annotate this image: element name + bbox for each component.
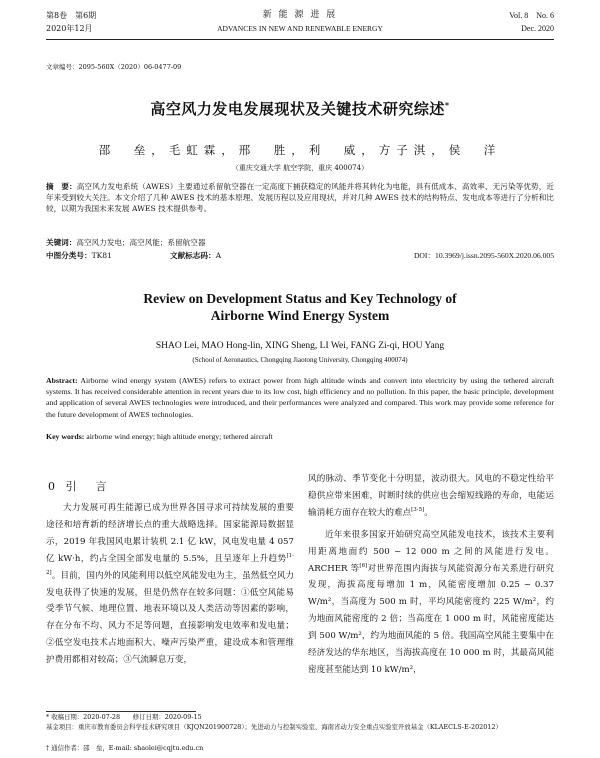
journal-volume-issue: 第8卷 第6期 xyxy=(46,11,97,20)
footnote-corresponding: † 通信作者：邵 垒，E-mail: shaolei@cqjtu.edu.cn xyxy=(46,744,204,752)
body-right-column xyxy=(308,471,554,679)
body-paragraph: 大力发展可再生能源已成为世界各国寻求可持续发展的重要途径和培育新的经济增长点的重大战略选择。国家能源局数据显示，2019 年我国风电累计装机 2.1 亿 kW，风电发电量 4 057 亿 kW·h，约占全国全部发电量的 5.5%，且呈逐年上升趋势[1-2]。目前，国内外的风能利用以低空风能发电为主，虽然低空风力发电获得了快速的发展，但是仍然存在较多问题：①低空风能易受季节气候、地理位置、地表环境以及人类活动等因素的影响，存在分布不均、风力不足等问题，直接影响发电效率和发电量；②低空发电技术占地面积大、噪声污染严重，建设成本和管理维护费用都相对较高；③气流瞬息万变， xyxy=(46,503,294,666)
cn-title: 高空风力发电发展现状及关键技术研究综述* xyxy=(150,100,450,118)
footnote-fund: 基金项目：重庆市教育委员会科学技术研究项目（KJQN201900728）；先进动力与控制实验室、海南省动力安全重点实验室开放基金（KLAECLS-E-202012） xyxy=(46,723,502,731)
en-affiliation: (School of Aeronautics, Chongqing Jiaotong University, Chongqing 400074) xyxy=(192,356,408,364)
cn-abstract: 摘 要：高空风力发电系统（AWES）主要通过系留航空器在一定高度下捕获稳定的风能并将其转化为电能，具有低成本、高效率、无污染等优势，近年来受到较大关注。本文介绍了几种 AWES 技术的基本原理、发展历程以及应用现状，并对几种 AWES 技术的结构特点、发电成本等进行了分析和比较，以期为我国未来发展 AWES 技术提供参考。 xyxy=(46,182,554,214)
journal-date: 2020年12月 xyxy=(46,24,93,33)
cn-authors: 邵 垒，毛虹霖，邢 胜，利 威，方子淇，侯 洋 xyxy=(98,143,502,157)
en-authors: SHAO Lei, MAO Hong-lin, XING Sheng, LI Wei, FANG Zi-qi, HOU Yang xyxy=(155,341,445,351)
cn-doi: DOI：10.3969/j.issn.2095-560X.2020.06.005 xyxy=(413,251,554,260)
body-paragraph: 风的脉动、季节变化十分明显，波动很大。风电的不稳定性给平稳供应带来困难，时断时续的供应也会缩短线路的寿命，电能运输消耗方面存在较大的难点[3-5]。 xyxy=(308,474,554,518)
cn-affiliation: （重庆交通大学 航空学院，重庆 400074） xyxy=(231,164,369,172)
article-id: 文章编号：2095-560X（2020）06-0477-09 xyxy=(46,63,182,71)
journal-date-en: Dec. 2020 xyxy=(521,24,554,33)
en-keywords: Key words: airborne wind energy; high altitude energy; tethered aircraft xyxy=(46,432,273,441)
journal-vol-en: Vol. 8 No. 6 xyxy=(509,11,554,20)
body-paragraph: 近年来很多国家开始研究高空风能发电技术，该技术主要利用距离地面约 500 ~ 12 000 m 之间的风能进行发电。ARCHER 等[6]对世界范围内海拔与风能资源分布关系进行研究发现，海拔高度每增加 1 m，风能密度增加 0.25 ~ 0.37 W/m²，当高度为 500 m 时，平均风能密度约 225 W/m²，约为地面风能密度的 2 倍；当高度在 1 000 m 时，风能密度能达到 500 W/m²，约为地面风能的 5 倍。我国高空风能主要集中在经济发达的华东地区，当海拔高度在 10 000 m 时，其最高风能密度甚至能达到 10 kW/m²， xyxy=(308,529,554,675)
journal-name-en: ADVANCES IN NEW AND RENEWABLE ENERGY xyxy=(217,24,383,33)
body-left-column xyxy=(46,500,294,669)
en-abstract: Abstract: Airborne wind energy system (AWES) refers to extract power from high altitude winds and convert into electricity by using the tethered aircraft systems. It has received considerable attention in recent years due to its low cost, high efficiency and no pollution. In this paper, the basic principle, development and application of several AWES technologies were introduced, and their performances were analyzed and compared. This work may provide some reference for the future development of AWES technologies. xyxy=(46,376,554,419)
journal-name-cn: 新 能 源 进 展 xyxy=(262,10,338,20)
cn-keywords: 关键词：高空风力发电；高空风能；系留航空器 xyxy=(46,238,206,247)
cn-clc: 中图分类号：TK81 xyxy=(46,251,112,260)
section-heading: 0 引 言 xyxy=(48,480,111,493)
en-title-line1: Review on Development Status and Key Technology of xyxy=(143,291,457,306)
footnote-received: * 收稿日期：2020-07-28 修订日期：2020-09-15 xyxy=(46,713,202,721)
footnote-rule xyxy=(46,711,196,712)
cn-doc-code: 文献标志码：A xyxy=(170,251,222,260)
en-title-line2: Airborne Wind Energy System xyxy=(210,308,390,323)
header-rule xyxy=(46,39,554,40)
